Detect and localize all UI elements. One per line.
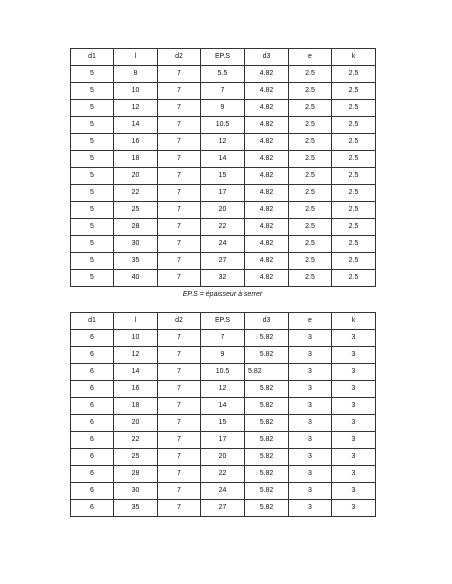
table-cell: 5.5 xyxy=(201,66,245,83)
table-cell: 40 xyxy=(114,270,158,287)
table-row xyxy=(71,364,376,381)
table-cell: 3 xyxy=(332,500,376,517)
table-cell: 5.82 xyxy=(245,330,289,347)
table-cell: 6 xyxy=(71,449,114,466)
table-cell: 6 xyxy=(71,330,114,347)
table-cell: 5.82 xyxy=(245,449,289,466)
table-cell: 2.5 xyxy=(289,151,332,168)
table-cell: 7 xyxy=(158,483,201,500)
table-row xyxy=(71,83,376,100)
table-cell: 7 xyxy=(158,100,201,117)
table-cell: 6 xyxy=(71,364,114,381)
table-cell: 2.5 xyxy=(332,202,376,219)
table-cell: 5.82 xyxy=(245,398,289,415)
table-cell: 10 xyxy=(114,83,158,100)
table-cell: 3 xyxy=(289,347,332,364)
table-cell: 7 xyxy=(201,83,245,100)
table-cell: 5 xyxy=(71,236,114,253)
table-cell: 20 xyxy=(201,202,245,219)
table-row xyxy=(71,236,376,253)
table-cell: 4.82 xyxy=(245,83,289,100)
table-cell: 5.82 xyxy=(245,364,289,381)
table-cell: 32 xyxy=(201,270,245,287)
header-cell: l xyxy=(114,313,158,330)
table-cell: 5 xyxy=(71,270,114,287)
table-cell: 6 xyxy=(71,483,114,500)
table-cell: 5 xyxy=(71,185,114,202)
table-cell: 3 xyxy=(332,449,376,466)
table-cell: 16 xyxy=(114,134,158,151)
table-cell: 17 xyxy=(201,185,245,202)
header-cell: d2 xyxy=(158,49,201,66)
table-row xyxy=(71,466,376,483)
table-cell: 4.82 xyxy=(245,151,289,168)
table-cell: 2.5 xyxy=(289,185,332,202)
header-cell: d1 xyxy=(71,49,114,66)
table-cell: 2.5 xyxy=(289,236,332,253)
table-row xyxy=(71,185,376,202)
table-row xyxy=(71,449,376,466)
table-cell: 3 xyxy=(289,381,332,398)
table-cell: 12 xyxy=(201,134,245,151)
table-cell: 3 xyxy=(332,364,376,381)
table-cell: 4.82 xyxy=(245,168,289,185)
table-cell: 7 xyxy=(158,134,201,151)
table-cell: 2.5 xyxy=(332,117,376,134)
table-cell: 6 xyxy=(71,347,114,364)
table-cell: 2.5 xyxy=(332,100,376,117)
eps-caption: EP.S = épaisseur à serrer xyxy=(182,291,263,298)
table-cell: 4.82 xyxy=(245,100,289,117)
table-cell: 6 xyxy=(71,381,114,398)
table-cell: 5 xyxy=(71,100,114,117)
table-cell: 7 xyxy=(158,185,201,202)
table-cell: 3 xyxy=(289,466,332,483)
table-cell: 15 xyxy=(201,168,245,185)
table-cell: 8 xyxy=(114,66,158,83)
table-row xyxy=(71,500,376,517)
table-cell: 4.82 xyxy=(245,202,289,219)
table-cell: 35 xyxy=(114,253,158,270)
table-cell: 2.5 xyxy=(289,100,332,117)
table-row xyxy=(71,330,376,347)
header-cell: k xyxy=(332,49,376,66)
table-cell: 35 xyxy=(114,500,158,517)
table-cell: 2.5 xyxy=(332,151,376,168)
table-row xyxy=(71,483,376,500)
table-cell: 7 xyxy=(158,83,201,100)
table-cell: 7 xyxy=(158,500,201,517)
table-cell: 2.5 xyxy=(289,168,332,185)
table-cell: 7 xyxy=(158,415,201,432)
table-cell: 12 xyxy=(114,100,158,117)
header-cell: k xyxy=(332,313,376,330)
table-cell: 7 xyxy=(158,466,201,483)
table-cell: 4.82 xyxy=(245,270,289,287)
table-row xyxy=(71,219,376,236)
table-cell: 27 xyxy=(201,500,245,517)
table-cell: 3 xyxy=(332,347,376,364)
table-row xyxy=(71,151,376,168)
table-row xyxy=(71,381,376,398)
table-cell: 2.5 xyxy=(332,83,376,100)
table-cell: 20 xyxy=(114,168,158,185)
table-cell: 5.82 xyxy=(245,466,289,483)
table-cell: 2.5 xyxy=(289,202,332,219)
table-cell: 10.5 xyxy=(201,117,245,134)
table-cell: 7 xyxy=(158,398,201,415)
header-cell: d3 xyxy=(245,49,289,66)
table-cell: 2.5 xyxy=(289,83,332,100)
table-cell: 22 xyxy=(201,466,245,483)
table-cell: 24 xyxy=(201,483,245,500)
table-cell: 2.5 xyxy=(332,270,376,287)
table-cell: 5 xyxy=(71,83,114,100)
table-cell: 6 xyxy=(71,415,114,432)
table-cell: 4.82 xyxy=(245,253,289,270)
table-cell: 7 xyxy=(158,381,201,398)
table-cell: 2.5 xyxy=(289,219,332,236)
header-cell: d3 xyxy=(245,313,289,330)
table-cell: 17 xyxy=(201,432,245,449)
table-cell: 7 xyxy=(201,330,245,347)
table-row xyxy=(71,202,376,219)
table-cell: 14 xyxy=(201,151,245,168)
table-cell: 25 xyxy=(114,449,158,466)
table-cell: 5 xyxy=(71,219,114,236)
table-cell: 22 xyxy=(114,432,158,449)
table-cell: 7 xyxy=(158,330,201,347)
table-row xyxy=(71,168,376,185)
table-row xyxy=(71,432,376,449)
table-cell: 28 xyxy=(114,466,158,483)
table-cell: 14 xyxy=(114,364,158,381)
table-cell: 6 xyxy=(71,466,114,483)
table-cell: 5 xyxy=(71,66,114,83)
table-cell: 20 xyxy=(114,415,158,432)
table-cell: 15 xyxy=(201,415,245,432)
table-cell: 4.82 xyxy=(245,66,289,83)
table-cell: 3 xyxy=(332,415,376,432)
table-cell: 7 xyxy=(158,364,201,381)
table-row xyxy=(71,100,376,117)
table-row xyxy=(71,398,376,415)
table-row xyxy=(71,415,376,432)
table-cell: 3 xyxy=(289,398,332,415)
table-cell: 3 xyxy=(332,398,376,415)
dimensions-table-d1-5 xyxy=(70,48,376,287)
table-row xyxy=(71,270,376,287)
table-cell: 4.82 xyxy=(245,117,289,134)
table-cell: 7 xyxy=(158,432,201,449)
table-cell: 2.5 xyxy=(289,270,332,287)
header-cell: d1 xyxy=(71,313,114,330)
table-cell: 3 xyxy=(289,432,332,449)
table-cell: 5 xyxy=(71,253,114,270)
table-cell: 27 xyxy=(201,253,245,270)
table-cell: 2.5 xyxy=(289,66,332,83)
table-row xyxy=(71,134,376,151)
table-cell: 5.82 xyxy=(245,415,289,432)
table-cell: 2.5 xyxy=(289,117,332,134)
header-row xyxy=(71,49,376,66)
table-cell: 2.5 xyxy=(289,134,332,151)
table-cell: 3 xyxy=(289,449,332,466)
table-cell: 16 xyxy=(114,381,158,398)
table-cell: 18 xyxy=(114,398,158,415)
header-cell: e xyxy=(289,313,332,330)
table-cell: 6 xyxy=(71,432,114,449)
table-cell: 2.5 xyxy=(289,253,332,270)
table-cell: 2.5 xyxy=(332,185,376,202)
table-cell: 18 xyxy=(114,151,158,168)
table-cell: 5 xyxy=(71,202,114,219)
table-cell: 4.82 xyxy=(245,185,289,202)
table-row xyxy=(71,117,376,134)
dimensions-table-d1-5-body xyxy=(71,49,376,287)
table-cell: 2.5 xyxy=(332,66,376,83)
table-cell: 2.5 xyxy=(332,236,376,253)
table-cell: 3 xyxy=(332,432,376,449)
table-cell: 3 xyxy=(289,330,332,347)
header-cell: EP.S xyxy=(201,49,245,66)
table-cell: 7 xyxy=(158,66,201,83)
table-cell: 9 xyxy=(201,100,245,117)
table-cell: 12 xyxy=(201,381,245,398)
header-cell: EP.S xyxy=(201,313,245,330)
table-cell: 3 xyxy=(289,483,332,500)
table-cell: 4.82 xyxy=(245,236,289,253)
table-cell: 3 xyxy=(332,330,376,347)
table-cell: 14 xyxy=(201,398,245,415)
table-cell: 5 xyxy=(71,117,114,134)
table-cell: 6 xyxy=(71,500,114,517)
table-cell: 2.5 xyxy=(332,219,376,236)
table-cell: 5.82 xyxy=(245,432,289,449)
table-cell: 6 xyxy=(71,398,114,415)
table-cell: 5.82 xyxy=(245,500,289,517)
table-cell: 3 xyxy=(332,483,376,500)
table-cell: 9 xyxy=(201,347,245,364)
table-cell: 24 xyxy=(201,236,245,253)
table-cell: 3 xyxy=(289,415,332,432)
table-cell: 5 xyxy=(71,168,114,185)
table-cell: 30 xyxy=(114,483,158,500)
table-cell: 5.82 xyxy=(245,381,289,398)
header-cell: e xyxy=(289,49,332,66)
table-cell: 10.5 xyxy=(201,364,245,381)
table-cell: 7 xyxy=(158,270,201,287)
dimensions-table-d1-6 xyxy=(70,312,376,517)
table-cell: 14 xyxy=(114,117,158,134)
header-cell: l xyxy=(114,49,158,66)
table-cell: 3 xyxy=(332,381,376,398)
table-cell: 5.82 xyxy=(245,483,289,500)
header-cell: d2 xyxy=(158,313,201,330)
table-cell: 22 xyxy=(114,185,158,202)
table-cell: 7 xyxy=(158,219,201,236)
table-cell: 7 xyxy=(158,151,201,168)
table-cell: 7 xyxy=(158,347,201,364)
table-cell: 3 xyxy=(289,500,332,517)
header-row xyxy=(71,313,376,330)
table-cell: 25 xyxy=(114,202,158,219)
table-cell: 7 xyxy=(158,253,201,270)
table-cell: 10 xyxy=(114,330,158,347)
table-cell: 30 xyxy=(114,236,158,253)
table-cell: 2.5 xyxy=(332,253,376,270)
table-cell: 12 xyxy=(114,347,158,364)
table-row xyxy=(71,347,376,364)
table-cell: 20 xyxy=(201,449,245,466)
table-cell: 4.82 xyxy=(245,219,289,236)
table-row xyxy=(71,253,376,270)
table-cell: 7 xyxy=(158,202,201,219)
table-cell: 7 xyxy=(158,168,201,185)
table-cell: 28 xyxy=(114,219,158,236)
table-cell: 2.5 xyxy=(332,134,376,151)
table-cell: 7 xyxy=(158,117,201,134)
dimensions-table-d1-6-body xyxy=(71,313,376,517)
table-cell: 5.82 xyxy=(245,347,289,364)
table-cell: 4.82 xyxy=(245,134,289,151)
table-cell: 5 xyxy=(71,134,114,151)
table-cell: 3 xyxy=(289,364,332,381)
table-cell: 7 xyxy=(158,236,201,253)
table-cell: 3 xyxy=(332,466,376,483)
table-cell: 22 xyxy=(201,219,245,236)
table-cell: 2.5 xyxy=(332,168,376,185)
table-cell: 5 xyxy=(71,151,114,168)
table-row xyxy=(71,66,376,83)
table-cell: 7 xyxy=(158,449,201,466)
